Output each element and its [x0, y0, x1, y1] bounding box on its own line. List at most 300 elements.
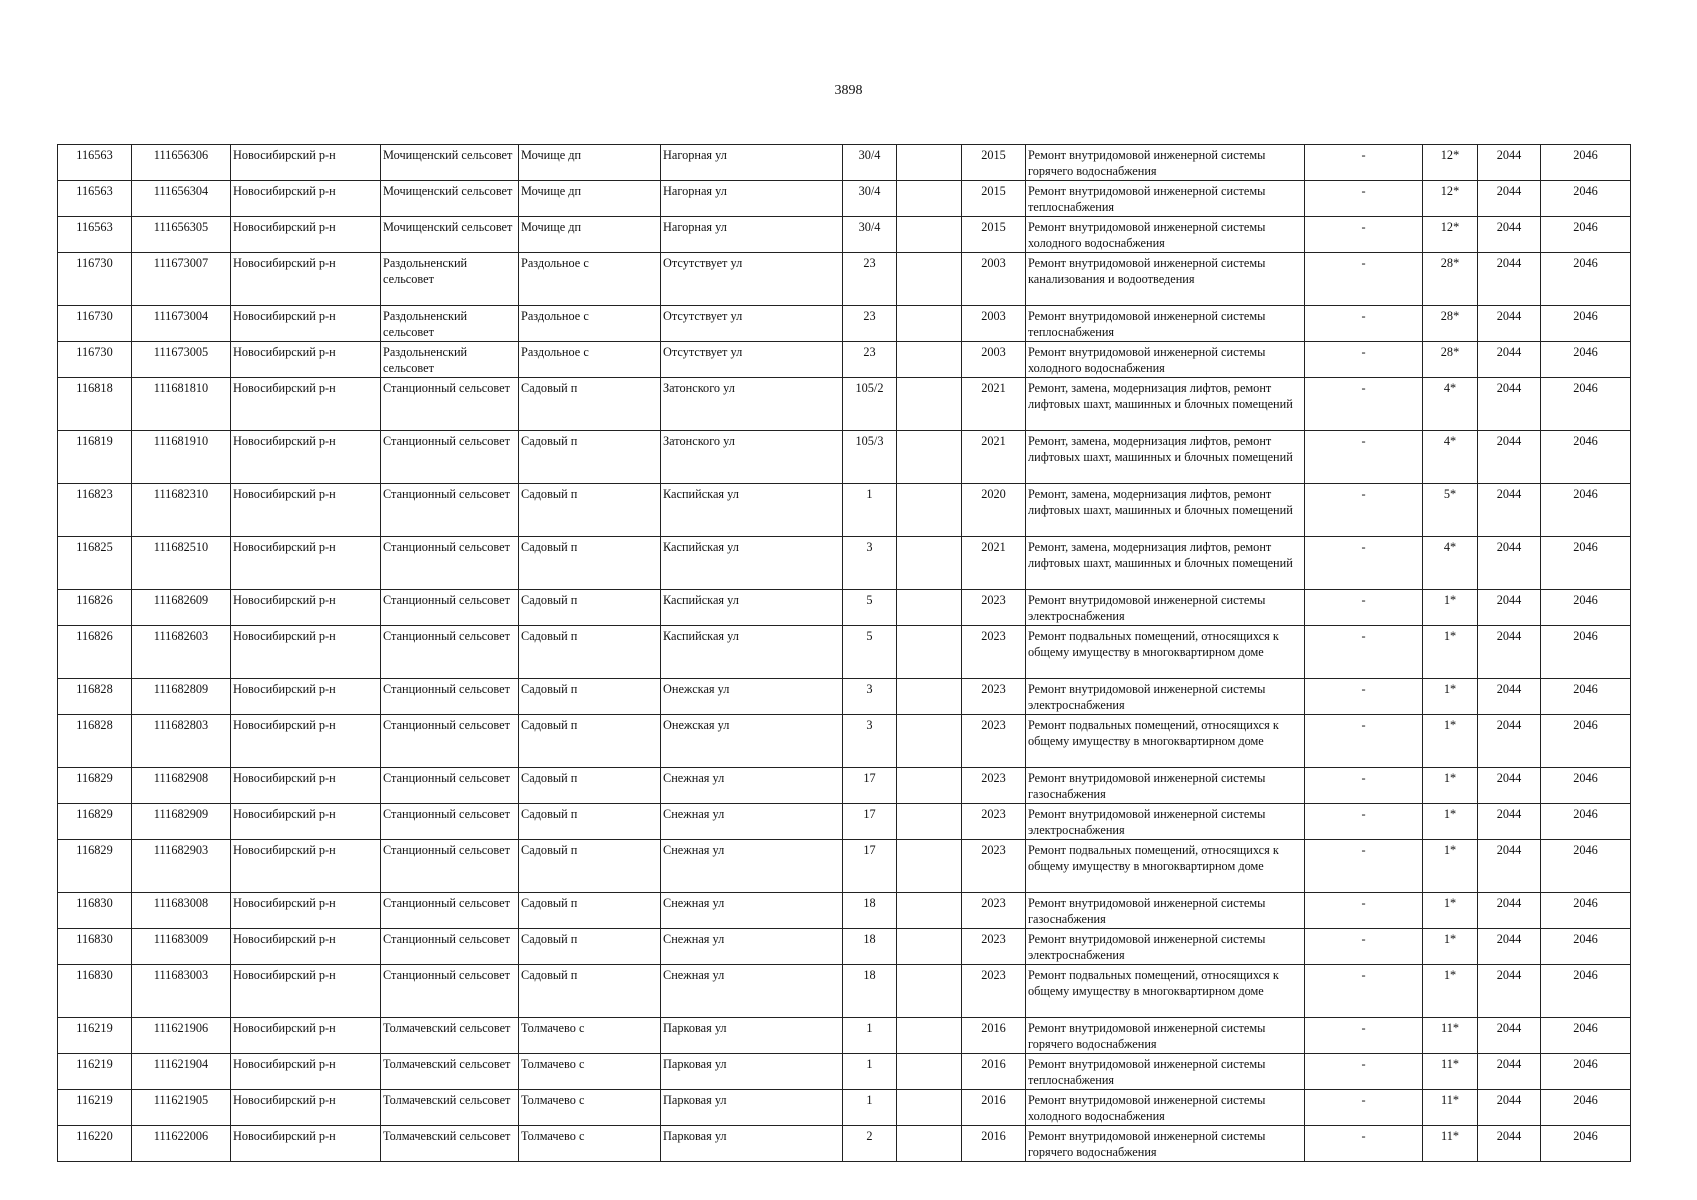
- end-year-cell: 2046: [1541, 181, 1631, 217]
- building-cell: [897, 431, 962, 484]
- year-cell: 2023: [962, 893, 1026, 929]
- year-cell: 2023: [962, 679, 1026, 715]
- work-type-cell: Ремонт, замена, модернизация лифтов, ремонт лифтовых шахт, машинных и блочных помещений: [1026, 484, 1305, 537]
- extra-cell: -: [1305, 1018, 1423, 1054]
- element-id-cell: 111681910: [132, 431, 231, 484]
- period-cell: 28*: [1423, 306, 1478, 342]
- element-id-cell: 111621905: [132, 1090, 231, 1126]
- element-id-cell: 111682908: [132, 768, 231, 804]
- district-cell: Новосибирский р-н: [231, 217, 381, 253]
- street-cell: Снежная ул: [661, 893, 843, 929]
- settlement-council-cell: Станционный сельсовет: [381, 929, 519, 965]
- work-type-cell: Ремонт внутридомовой инженерной системы горячего водоснабжения: [1026, 1126, 1305, 1162]
- settlement-council-cell: Раздольненский сельсовет: [381, 306, 519, 342]
- street-cell: Парковая ул: [661, 1090, 843, 1126]
- extra-cell: -: [1305, 378, 1423, 431]
- end-year-cell: 2046: [1541, 1054, 1631, 1090]
- street-cell: Нагорная ул: [661, 217, 843, 253]
- table-row: [58, 342, 1631, 378]
- settlement-council-cell: Станционный сельсовет: [381, 840, 519, 893]
- house-number-cell: 5: [843, 626, 897, 679]
- house-number-cell: 18: [843, 929, 897, 965]
- start-year-cell: 2044: [1478, 1126, 1541, 1162]
- object-id-cell: 116219: [58, 1018, 132, 1054]
- start-year-cell: 2044: [1478, 1090, 1541, 1126]
- period-cell: 1*: [1423, 965, 1478, 1018]
- district-cell: Новосибирский р-н: [231, 181, 381, 217]
- street-cell: Каспийская ул: [661, 537, 843, 590]
- table-row: [58, 306, 1631, 342]
- year-cell: 2023: [962, 965, 1026, 1018]
- year-cell: 2023: [962, 626, 1026, 679]
- element-id-cell: 111682603: [132, 626, 231, 679]
- house-number-cell: 3: [843, 679, 897, 715]
- locality-cell: Садовый п: [519, 929, 661, 965]
- period-cell: 11*: [1423, 1018, 1478, 1054]
- house-number-cell: 23: [843, 342, 897, 378]
- district-cell: Новосибирский р-н: [231, 484, 381, 537]
- locality-cell: Садовый п: [519, 768, 661, 804]
- period-cell: 1*: [1423, 715, 1478, 768]
- end-year-cell: 2046: [1541, 431, 1631, 484]
- district-cell: Новосибирский р-н: [231, 537, 381, 590]
- start-year-cell: 2044: [1478, 929, 1541, 965]
- house-number-cell: 17: [843, 768, 897, 804]
- year-cell: 2003: [962, 342, 1026, 378]
- work-type-cell: Ремонт внутридомовой инженерной системы электроснабжения: [1026, 590, 1305, 626]
- house-number-cell: 1: [843, 1018, 897, 1054]
- object-id-cell: 116730: [58, 253, 132, 306]
- period-cell: 4*: [1423, 431, 1478, 484]
- building-cell: [897, 484, 962, 537]
- street-cell: Снежная ул: [661, 768, 843, 804]
- start-year-cell: 2044: [1478, 181, 1541, 217]
- element-id-cell: 111622006: [132, 1126, 231, 1162]
- district-cell: Новосибирский р-н: [231, 804, 381, 840]
- building-cell: [897, 626, 962, 679]
- year-cell: 2016: [962, 1018, 1026, 1054]
- object-id-cell: 116828: [58, 679, 132, 715]
- extra-cell: -: [1305, 679, 1423, 715]
- period-cell: 1*: [1423, 679, 1478, 715]
- locality-cell: Раздольное с: [519, 253, 661, 306]
- end-year-cell: 2046: [1541, 679, 1631, 715]
- locality-cell: Раздольное с: [519, 306, 661, 342]
- house-number-cell: 30/4: [843, 181, 897, 217]
- street-cell: Каспийская ул: [661, 626, 843, 679]
- house-number-cell: 105/2: [843, 378, 897, 431]
- start-year-cell: 2044: [1478, 893, 1541, 929]
- locality-cell: Толмачево с: [519, 1018, 661, 1054]
- work-type-cell: Ремонт внутридомовой инженерной системы электроснабжения: [1026, 929, 1305, 965]
- locality-cell: Садовый п: [519, 431, 661, 484]
- object-id-cell: 116730: [58, 306, 132, 342]
- end-year-cell: 2046: [1541, 768, 1631, 804]
- house-number-cell: 105/3: [843, 431, 897, 484]
- locality-cell: Мочище дп: [519, 181, 661, 217]
- locality-cell: Толмачево с: [519, 1090, 661, 1126]
- table-row: [58, 181, 1631, 217]
- building-cell: [897, 181, 962, 217]
- street-cell: Парковая ул: [661, 1126, 843, 1162]
- year-cell: 2023: [962, 804, 1026, 840]
- end-year-cell: 2046: [1541, 378, 1631, 431]
- locality-cell: Садовый п: [519, 715, 661, 768]
- table-row: [58, 590, 1631, 626]
- end-year-cell: 2046: [1541, 217, 1631, 253]
- house-number-cell: 3: [843, 715, 897, 768]
- settlement-council-cell: Станционный сельсовет: [381, 590, 519, 626]
- street-cell: Снежная ул: [661, 804, 843, 840]
- work-type-cell: Ремонт внутридомовой инженерной системы холодного водоснабжения: [1026, 217, 1305, 253]
- extra-cell: -: [1305, 306, 1423, 342]
- work-type-cell: Ремонт внутридомовой инженерной системы теплоснабжения: [1026, 306, 1305, 342]
- street-cell: Нагорная ул: [661, 181, 843, 217]
- locality-cell: Мочище дп: [519, 217, 661, 253]
- house-number-cell: 23: [843, 253, 897, 306]
- building-cell: [897, 679, 962, 715]
- district-cell: Новосибирский р-н: [231, 1126, 381, 1162]
- work-type-cell: Ремонт внутридомовой инженерной системы холодного водоснабжения: [1026, 1090, 1305, 1126]
- year-cell: 2023: [962, 715, 1026, 768]
- work-type-cell: Ремонт, замена, модернизация лифтов, ремонт лифтовых шахт, машинных и блочных помещений: [1026, 378, 1305, 431]
- district-cell: Новосибирский р-н: [231, 253, 381, 306]
- locality-cell: Садовый п: [519, 804, 661, 840]
- building-cell: [897, 1090, 962, 1126]
- element-id-cell: 111683008: [132, 893, 231, 929]
- element-id-cell: 111683003: [132, 965, 231, 1018]
- district-cell: Новосибирский р-н: [231, 626, 381, 679]
- year-cell: 2023: [962, 590, 1026, 626]
- period-cell: 11*: [1423, 1126, 1478, 1162]
- period-cell: 1*: [1423, 929, 1478, 965]
- object-id-cell: 116563: [58, 145, 132, 181]
- table-row: [58, 715, 1631, 768]
- table-row: [58, 768, 1631, 804]
- building-cell: [897, 893, 962, 929]
- district-cell: Новосибирский р-н: [231, 145, 381, 181]
- building-cell: [897, 1018, 962, 1054]
- table-row: [58, 626, 1631, 679]
- house-number-cell: 30/4: [843, 145, 897, 181]
- house-number-cell: 23: [843, 306, 897, 342]
- settlement-council-cell: Мочищенский сельсовет: [381, 145, 519, 181]
- house-number-cell: 5: [843, 590, 897, 626]
- house-number-cell: 2: [843, 1126, 897, 1162]
- end-year-cell: 2046: [1541, 929, 1631, 965]
- start-year-cell: 2044: [1478, 804, 1541, 840]
- end-year-cell: 2046: [1541, 840, 1631, 893]
- object-id-cell: 116829: [58, 768, 132, 804]
- element-id-cell: 111656305: [132, 217, 231, 253]
- work-type-cell: Ремонт внутридомовой инженерной системы горячего водоснабжения: [1026, 1018, 1305, 1054]
- work-type-cell: Ремонт внутридомовой инженерной системы газоснабжения: [1026, 893, 1305, 929]
- table-row: [58, 893, 1631, 929]
- start-year-cell: 2044: [1478, 537, 1541, 590]
- street-cell: Снежная ул: [661, 965, 843, 1018]
- settlement-council-cell: Станционный сельсовет: [381, 679, 519, 715]
- house-number-cell: 17: [843, 840, 897, 893]
- end-year-cell: 2046: [1541, 306, 1631, 342]
- building-cell: [897, 253, 962, 306]
- settlement-council-cell: Раздольненский сельсовет: [381, 253, 519, 306]
- object-id-cell: 116826: [58, 590, 132, 626]
- start-year-cell: 2044: [1478, 715, 1541, 768]
- settlement-council-cell: Раздольненский сельсовет: [381, 342, 519, 378]
- extra-cell: -: [1305, 840, 1423, 893]
- object-id-cell: 116563: [58, 217, 132, 253]
- extra-cell: -: [1305, 1054, 1423, 1090]
- period-cell: 12*: [1423, 145, 1478, 181]
- table-row: [58, 217, 1631, 253]
- settlement-council-cell: Толмачевский сельсовет: [381, 1126, 519, 1162]
- period-cell: 5*: [1423, 484, 1478, 537]
- period-cell: 28*: [1423, 253, 1478, 306]
- element-id-cell: 111682903: [132, 840, 231, 893]
- street-cell: Отсутствует ул: [661, 253, 843, 306]
- house-number-cell: 3: [843, 537, 897, 590]
- table-row: [58, 1090, 1631, 1126]
- period-cell: 12*: [1423, 217, 1478, 253]
- settlement-council-cell: Мочищенский сельсовет: [381, 217, 519, 253]
- settlement-council-cell: Станционный сельсовет: [381, 537, 519, 590]
- extra-cell: -: [1305, 1090, 1423, 1126]
- year-cell: 2016: [962, 1054, 1026, 1090]
- work-type-cell: Ремонт внутридомовой инженерной системы теплоснабжения: [1026, 1054, 1305, 1090]
- start-year-cell: 2044: [1478, 768, 1541, 804]
- building-cell: [897, 537, 962, 590]
- extra-cell: -: [1305, 342, 1423, 378]
- end-year-cell: 2046: [1541, 484, 1631, 537]
- settlement-council-cell: Станционный сельсовет: [381, 715, 519, 768]
- object-id-cell: 116819: [58, 431, 132, 484]
- table-row: [58, 929, 1631, 965]
- element-id-cell: 111682809: [132, 679, 231, 715]
- extra-cell: -: [1305, 431, 1423, 484]
- end-year-cell: 2046: [1541, 1018, 1631, 1054]
- object-id-cell: 116220: [58, 1126, 132, 1162]
- building-cell: [897, 768, 962, 804]
- element-id-cell: 111656306: [132, 145, 231, 181]
- year-cell: 2016: [962, 1126, 1026, 1162]
- work-type-cell: Ремонт подвальных помещений, относящихся к общему имуществу в многоквартирном доме: [1026, 715, 1305, 768]
- building-cell: [897, 342, 962, 378]
- settlement-council-cell: Толмачевский сельсовет: [381, 1090, 519, 1126]
- object-id-cell: 116219: [58, 1090, 132, 1126]
- start-year-cell: 2044: [1478, 431, 1541, 484]
- settlement-council-cell: Станционный сельсовет: [381, 431, 519, 484]
- locality-cell: Садовый п: [519, 537, 661, 590]
- settlement-council-cell: Станционный сельсовет: [381, 484, 519, 537]
- building-cell: [897, 715, 962, 768]
- end-year-cell: 2046: [1541, 626, 1631, 679]
- locality-cell: Садовый п: [519, 893, 661, 929]
- table-row: [58, 145, 1631, 181]
- street-cell: Онежская ул: [661, 715, 843, 768]
- extra-cell: -: [1305, 484, 1423, 537]
- building-cell: [897, 590, 962, 626]
- extra-cell: -: [1305, 715, 1423, 768]
- house-number-cell: 18: [843, 893, 897, 929]
- street-cell: Нагорная ул: [661, 145, 843, 181]
- district-cell: Новосибирский р-н: [231, 965, 381, 1018]
- building-cell: [897, 965, 962, 1018]
- table-row: [58, 537, 1631, 590]
- table-row: [58, 1126, 1631, 1162]
- settlement-council-cell: Станционный сельсовет: [381, 893, 519, 929]
- period-cell: 4*: [1423, 378, 1478, 431]
- year-cell: 2015: [962, 217, 1026, 253]
- work-type-cell: Ремонт подвальных помещений, относящихся к общему имуществу в многоквартирном доме: [1026, 626, 1305, 679]
- year-cell: 2015: [962, 145, 1026, 181]
- extra-cell: -: [1305, 253, 1423, 306]
- start-year-cell: 2044: [1478, 145, 1541, 181]
- extra-cell: -: [1305, 626, 1423, 679]
- building-cell: [897, 804, 962, 840]
- end-year-cell: 2046: [1541, 145, 1631, 181]
- element-id-cell: 111673007: [132, 253, 231, 306]
- element-id-cell: 111682510: [132, 537, 231, 590]
- district-cell: Новосибирский р-н: [231, 1090, 381, 1126]
- year-cell: 2021: [962, 537, 1026, 590]
- start-year-cell: 2044: [1478, 306, 1541, 342]
- street-cell: Онежская ул: [661, 679, 843, 715]
- element-id-cell: 111656304: [132, 181, 231, 217]
- building-cell: [897, 840, 962, 893]
- locality-cell: Мочище дп: [519, 145, 661, 181]
- district-cell: Новосибирский р-н: [231, 1054, 381, 1090]
- element-id-cell: 111682310: [132, 484, 231, 537]
- building-cell: [897, 1054, 962, 1090]
- period-cell: 1*: [1423, 893, 1478, 929]
- table-row: [58, 840, 1631, 893]
- extra-cell: -: [1305, 929, 1423, 965]
- period-cell: 11*: [1423, 1090, 1478, 1126]
- object-id-cell: 116829: [58, 804, 132, 840]
- page-number: 3898: [834, 83, 863, 98]
- period-cell: 1*: [1423, 840, 1478, 893]
- table-row: [58, 965, 1631, 1018]
- year-cell: 2021: [962, 378, 1026, 431]
- extra-cell: -: [1305, 893, 1423, 929]
- work-type-cell: Ремонт внутридомовой инженерной системы холодного водоснабжения: [1026, 342, 1305, 378]
- table-row: [58, 431, 1631, 484]
- district-cell: Новосибирский р-н: [231, 715, 381, 768]
- district-cell: Новосибирский р-н: [231, 378, 381, 431]
- work-type-cell: Ремонт внутридомовой инженерной системы теплоснабжения: [1026, 181, 1305, 217]
- district-cell: Новосибирский р-н: [231, 768, 381, 804]
- street-cell: Каспийская ул: [661, 484, 843, 537]
- end-year-cell: 2046: [1541, 893, 1631, 929]
- locality-cell: Садовый п: [519, 378, 661, 431]
- district-cell: Новосибирский р-н: [231, 342, 381, 378]
- house-number-cell: 18: [843, 965, 897, 1018]
- element-id-cell: 111683009: [132, 929, 231, 965]
- building-cell: [897, 306, 962, 342]
- period-cell: 28*: [1423, 342, 1478, 378]
- start-year-cell: 2044: [1478, 1054, 1541, 1090]
- end-year-cell: 2046: [1541, 342, 1631, 378]
- start-year-cell: 2044: [1478, 840, 1541, 893]
- table-row: [58, 1054, 1631, 1090]
- start-year-cell: 2044: [1478, 679, 1541, 715]
- extra-cell: -: [1305, 768, 1423, 804]
- start-year-cell: 2044: [1478, 217, 1541, 253]
- table-row: [58, 1018, 1631, 1054]
- settlement-council-cell: Станционный сельсовет: [381, 378, 519, 431]
- locality-cell: Толмачево с: [519, 1054, 661, 1090]
- period-cell: 12*: [1423, 181, 1478, 217]
- start-year-cell: 2044: [1478, 965, 1541, 1018]
- element-id-cell: 111673004: [132, 306, 231, 342]
- year-cell: 2023: [962, 929, 1026, 965]
- extra-cell: -: [1305, 965, 1423, 1018]
- year-cell: 2015: [962, 181, 1026, 217]
- street-cell: Затонского ул: [661, 431, 843, 484]
- work-type-cell: Ремонт внутридомовой инженерной системы газоснабжения: [1026, 768, 1305, 804]
- house-number-cell: 1: [843, 1054, 897, 1090]
- street-cell: Каспийская ул: [661, 590, 843, 626]
- year-cell: 2003: [962, 253, 1026, 306]
- element-id-cell: 111621904: [132, 1054, 231, 1090]
- work-type-cell: Ремонт, замена, модернизация лифтов, ремонт лифтовых шахт, машинных и блочных помещений: [1026, 537, 1305, 590]
- object-id-cell: 116219: [58, 1054, 132, 1090]
- table-row: [58, 253, 1631, 306]
- start-year-cell: 2044: [1478, 1018, 1541, 1054]
- object-id-cell: 116563: [58, 181, 132, 217]
- locality-cell: Раздольное с: [519, 342, 661, 378]
- object-id-cell: 116830: [58, 965, 132, 1018]
- year-cell: 2021: [962, 431, 1026, 484]
- start-year-cell: 2044: [1478, 626, 1541, 679]
- work-type-cell: Ремонт внутридомовой инженерной системы канализования и водоотведения: [1026, 253, 1305, 306]
- locality-cell: Садовый п: [519, 484, 661, 537]
- object-id-cell: 116826: [58, 626, 132, 679]
- table-body: [58, 145, 1631, 1162]
- extra-cell: -: [1305, 590, 1423, 626]
- settlement-council-cell: Станционный сельсовет: [381, 626, 519, 679]
- object-id-cell: 116830: [58, 893, 132, 929]
- street-cell: Затонского ул: [661, 378, 843, 431]
- work-type-cell: Ремонт подвальных помещений, относящихся к общему имуществу в многоквартирном доме: [1026, 965, 1305, 1018]
- period-cell: 1*: [1423, 768, 1478, 804]
- object-id-cell: 116823: [58, 484, 132, 537]
- period-cell: 1*: [1423, 590, 1478, 626]
- house-number-cell: 30/4: [843, 217, 897, 253]
- period-cell: 1*: [1423, 804, 1478, 840]
- table-row: [58, 378, 1631, 431]
- building-cell: [897, 145, 962, 181]
- object-id-cell: 116825: [58, 537, 132, 590]
- building-cell: [897, 929, 962, 965]
- locality-cell: Толмачево с: [519, 1126, 661, 1162]
- house-number-cell: 1: [843, 1090, 897, 1126]
- period-cell: 4*: [1423, 537, 1478, 590]
- work-type-cell: Ремонт внутридомовой инженерной системы горячего водоснабжения: [1026, 145, 1305, 181]
- year-cell: 2020: [962, 484, 1026, 537]
- period-cell: 1*: [1423, 626, 1478, 679]
- extra-cell: -: [1305, 145, 1423, 181]
- end-year-cell: 2046: [1541, 590, 1631, 626]
- extra-cell: -: [1305, 537, 1423, 590]
- end-year-cell: 2046: [1541, 1090, 1631, 1126]
- house-number-cell: 17: [843, 804, 897, 840]
- start-year-cell: 2044: [1478, 342, 1541, 378]
- street-cell: Отсутствует ул: [661, 306, 843, 342]
- building-cell: [897, 217, 962, 253]
- settlement-council-cell: Станционный сельсовет: [381, 965, 519, 1018]
- district-cell: Новосибирский р-н: [231, 840, 381, 893]
